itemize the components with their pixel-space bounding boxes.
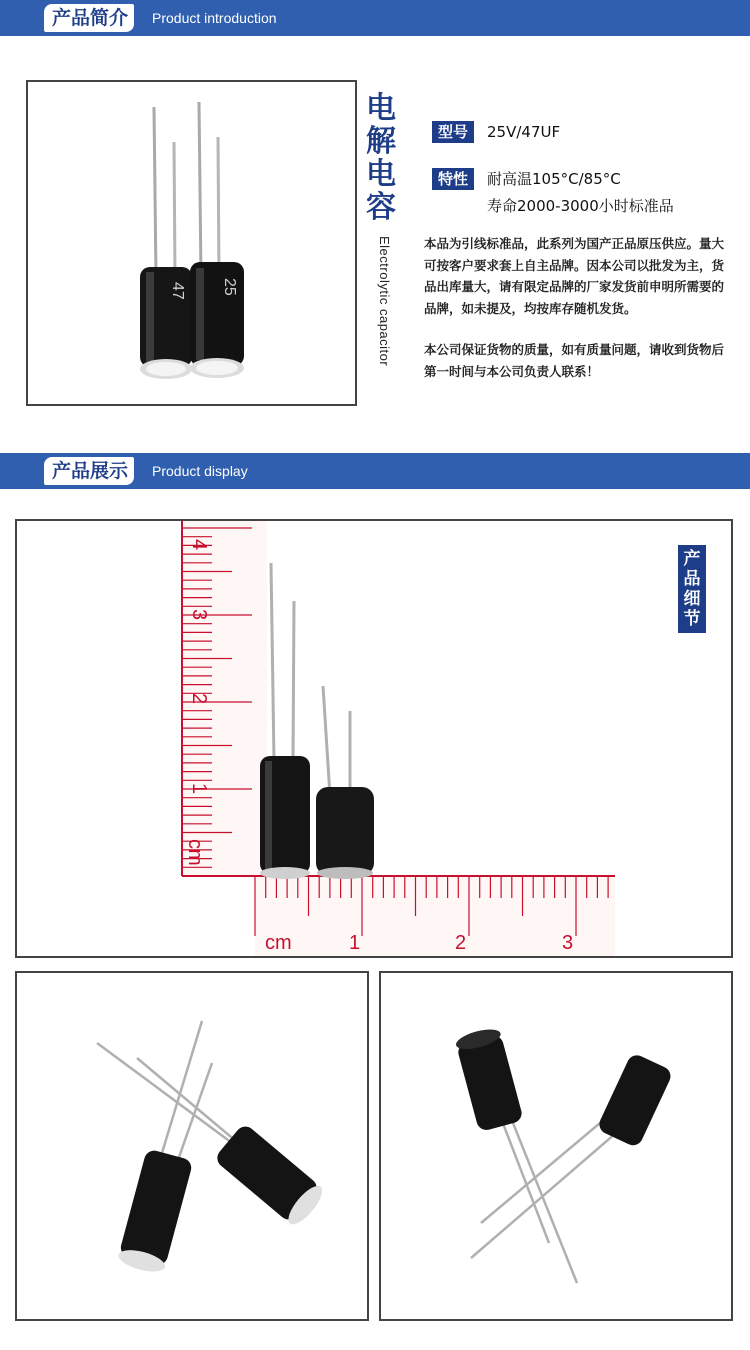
product-photo-left bbox=[15, 971, 369, 1321]
section-subtitle-intro: Product introduction bbox=[152, 10, 277, 26]
ruler-h-label-1: 1 bbox=[349, 932, 361, 954]
section-title-intro: 产品简介 bbox=[44, 4, 134, 32]
section-header-display bbox=[0, 453, 750, 489]
ruler-v-label-3: 3 bbox=[188, 609, 210, 621]
intro-product-photo bbox=[26, 80, 357, 406]
ruler-product-photo bbox=[15, 519, 733, 958]
ruler-h-label-2: 2 bbox=[455, 932, 467, 954]
section-header-intro bbox=[0, 0, 750, 36]
capacitor-print-left: 47 bbox=[169, 282, 186, 300]
vertical-title: 电解电容 bbox=[366, 91, 396, 225]
feature-label: 特性 bbox=[432, 168, 474, 190]
model-label: 型号 bbox=[432, 121, 474, 143]
capacitor-pair-image bbox=[28, 82, 355, 404]
product-detail-badge: 产品细节 bbox=[678, 545, 706, 633]
capacitor-print-right: 25 bbox=[221, 278, 238, 296]
feature-line-1: 耐高温105°C/85°C bbox=[487, 170, 621, 188]
product-photo-right bbox=[379, 971, 733, 1321]
section-subtitle-display: Product display bbox=[152, 463, 248, 479]
feature-line-2: 寿命2000-3000小时标准品 bbox=[487, 197, 674, 215]
description-paragraph-1: 本品为引线标准品，此系列为国产正品原压供应。量大可按客户要求套上自主品牌。因本公司以批发为主，货品出库量大，请有限定品牌的厂家发货前申明所需要的品牌，如未提及，均按库存随机发货。 bbox=[424, 236, 725, 316]
ruler-h-label-3: 3 bbox=[562, 932, 574, 954]
capacitors-crossed-image-right bbox=[381, 973, 731, 1319]
section-title-display: 产品展示 bbox=[44, 457, 134, 485]
ruler-v-label-1: 1 bbox=[188, 783, 210, 795]
model-value: 25V/47UF bbox=[487, 123, 561, 141]
ruler-v-label-2: 2 bbox=[188, 693, 210, 705]
ruler-scale-image bbox=[17, 521, 731, 956]
vertical-subtitle: Electrolytic capacitor bbox=[377, 236, 392, 367]
ruler-h-label-cm: cm bbox=[265, 932, 292, 954]
description-paragraph-2: 本公司保证货物的质量，如有质量问题，请收到货物后第一时间与本公司负责人联系！ bbox=[424, 342, 725, 379]
ruler-v-label-4: 4 bbox=[188, 539, 210, 551]
ruler-v-label-cm: cm bbox=[184, 839, 206, 866]
capacitors-crossed-image-left bbox=[17, 973, 367, 1319]
